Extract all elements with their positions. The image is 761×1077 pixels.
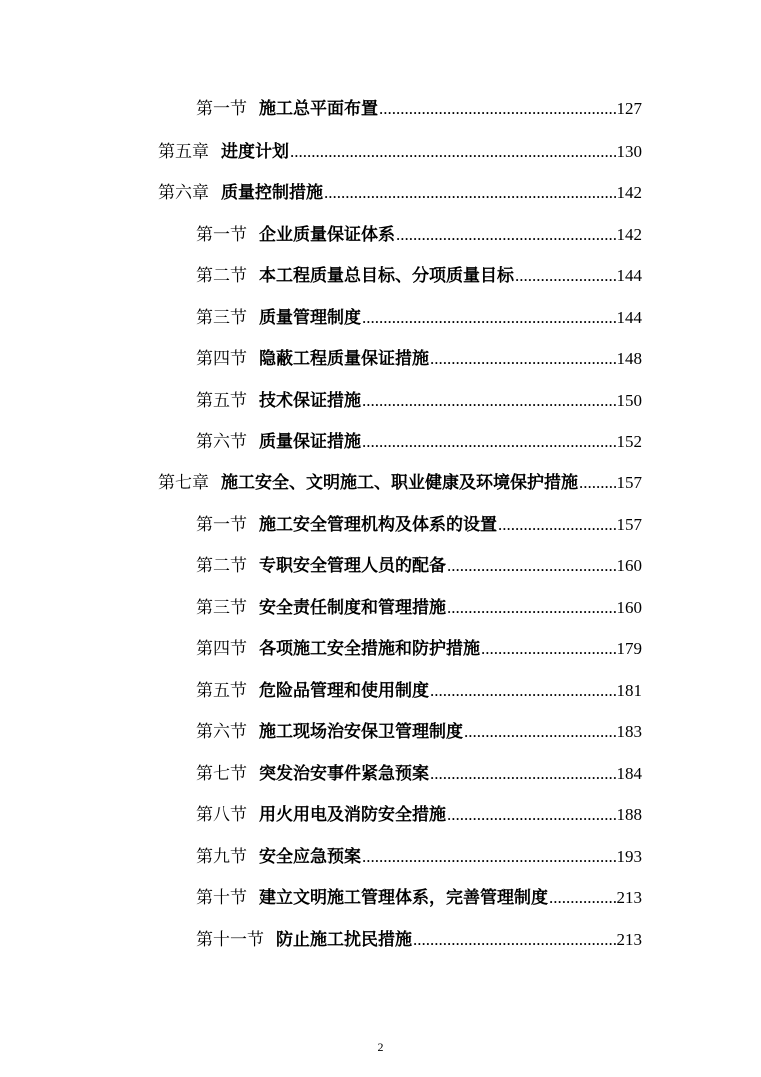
toc-entry-title: 专职安全管理人员的配备	[259, 556, 446, 575]
toc-entry-number: 第四节	[196, 349, 247, 368]
toc-leader-dots	[290, 139, 616, 165]
toc-entry[interactable]	[196, 429, 642, 455]
toc-entry-number: 第三节	[196, 308, 247, 327]
toc-entry[interactable]	[196, 595, 642, 621]
toc-entry[interactable]	[196, 678, 642, 704]
toc-entry-number: 第一节	[196, 225, 247, 244]
toc-entry-number: 第五节	[196, 681, 247, 700]
toc-entry-page: 157	[616, 473, 642, 492]
toc-entry[interactable]	[158, 470, 642, 496]
toc-entry-title: 建立文明施工管理体系，完善管理制度	[259, 888, 548, 907]
toc-entry-page: 142	[616, 225, 642, 244]
toc-entry-page: 152	[616, 432, 642, 451]
toc-leader-dots	[362, 388, 616, 414]
toc-entry[interactable]	[196, 305, 642, 331]
toc-entry-page: 188	[616, 805, 642, 824]
toc-entry[interactable]	[196, 512, 642, 538]
toc-leader-dots	[362, 429, 616, 455]
toc-entry[interactable]	[196, 719, 642, 745]
toc-entry-title: 企业质量保证体系	[259, 225, 395, 244]
toc-entry-page: 179	[616, 639, 642, 658]
toc-entry-number: 第八节	[196, 805, 247, 824]
toc-entry-page: 160	[616, 598, 642, 617]
toc-leader-dots	[447, 802, 616, 828]
toc-entry-number: 第一节	[196, 515, 247, 534]
toc-entry-number: 第七节	[196, 764, 247, 783]
toc-entry-title: 施工安全管理机构及体系的设置	[259, 515, 497, 534]
toc-entry-title: 技术保证措施	[259, 391, 361, 410]
toc-entry-title: 用火用电及消防安全措施	[259, 805, 446, 824]
toc-entry-page: 181	[616, 681, 642, 700]
toc-entry-page: 142	[616, 183, 642, 202]
toc-entry-title: 施工安全、文明施工、职业健康及环境保护措施	[221, 473, 578, 492]
toc-entry[interactable]	[196, 761, 642, 787]
toc-entry-title: 质量控制措施	[221, 183, 323, 202]
toc-leader-dots	[430, 761, 616, 787]
toc-entry-title: 安全应急预案	[259, 847, 361, 866]
toc-entry-title: 各项施工安全措施和防护措施	[259, 639, 480, 658]
toc-entry-page: 160	[616, 556, 642, 575]
toc-entry-title: 质量管理制度	[259, 308, 361, 327]
toc-entry-title: 施工总平面布置	[259, 99, 378, 118]
toc-entry-number: 第六节	[196, 432, 247, 451]
toc-leader-dots	[362, 305, 616, 331]
toc-entry-title: 突发治安事件紧急预案	[259, 764, 429, 783]
toc-entry-title: 本工程质量总目标、分项质量目标	[259, 266, 514, 285]
toc-entry-number: 第二节	[196, 266, 247, 285]
page-number: 2	[377, 1040, 384, 1054]
toc-entry[interactable]	[196, 388, 642, 414]
toc-entry-page: 183	[616, 722, 642, 741]
toc-leader-dots	[430, 678, 616, 704]
toc-entry[interactable]	[158, 139, 642, 165]
toc-entry[interactable]	[196, 885, 642, 911]
toc-entry-title: 质量保证措施	[259, 432, 361, 451]
toc-entry[interactable]	[196, 802, 642, 828]
toc-leader-dots	[549, 885, 616, 911]
toc-entry[interactable]	[196, 96, 642, 122]
toc-entry-number: 第一节	[196, 99, 247, 118]
toc-entry-page: 193	[616, 847, 642, 866]
toc-entry-number: 第三节	[196, 598, 247, 617]
toc-entry-number: 第二节	[196, 556, 247, 575]
toc-entry-page: 127	[616, 99, 642, 118]
toc-entry-title: 安全责任制度和管理措施	[259, 598, 446, 617]
toc-leader-dots	[396, 222, 616, 248]
toc-entry-page: 213	[616, 888, 642, 907]
toc-entry-number: 第六节	[196, 722, 247, 741]
toc-leader-dots	[498, 512, 616, 538]
toc-entry-page: 148	[616, 349, 642, 368]
toc-entry[interactable]	[196, 346, 642, 372]
toc-leader-dots	[324, 180, 616, 206]
toc-entry-page: 144	[616, 308, 642, 327]
toc-leader-dots	[430, 346, 616, 372]
toc-entry-number: 第十一节	[196, 930, 264, 949]
toc-leader-dots	[515, 263, 616, 289]
toc-leader-dots	[447, 553, 616, 579]
toc-entry-page: 213	[616, 930, 642, 949]
toc-entry[interactable]	[196, 222, 642, 248]
toc-entry-title: 隐蔽工程质量保证措施	[259, 349, 429, 368]
toc-entry-page: 157	[616, 515, 642, 534]
toc-entry-number: 第五章	[158, 142, 209, 161]
toc-entry-number: 第九节	[196, 847, 247, 866]
toc-entry-number: 第五节	[196, 391, 247, 410]
toc-entry-title: 危险品管理和使用制度	[259, 681, 429, 700]
toc-leader-dots	[362, 844, 616, 870]
toc-entry-number: 第六章	[158, 183, 209, 202]
toc-entry-number: 第七章	[158, 473, 209, 492]
toc-entry-title: 施工现场治安保卫管理制度	[259, 722, 463, 741]
toc-entry-page: 184	[616, 764, 642, 783]
toc-leader-dots	[464, 719, 616, 745]
toc-leader-dots	[413, 927, 616, 953]
toc-leader-dots	[481, 636, 616, 662]
toc-entry-title: 进度计划	[221, 142, 289, 161]
toc-entry[interactable]	[196, 927, 642, 953]
toc-leader-dots	[447, 595, 616, 621]
toc-entry[interactable]	[196, 636, 642, 662]
toc-leader-dots	[379, 96, 616, 122]
toc-entry-number: 第四节	[196, 639, 247, 658]
toc-entry[interactable]	[196, 263, 642, 289]
toc-entry[interactable]	[158, 180, 642, 206]
toc-entry[interactable]	[196, 844, 642, 870]
toc-entry-page: 150	[616, 391, 642, 410]
toc-entry-page: 130	[616, 142, 642, 161]
toc-entry-title: 防止施工扰民措施	[276, 930, 412, 949]
toc-entry[interactable]	[196, 553, 642, 579]
toc-entry-number: 第十节	[196, 888, 247, 907]
toc-leader-dots	[579, 470, 616, 496]
toc-entry-page: 144	[616, 266, 642, 285]
